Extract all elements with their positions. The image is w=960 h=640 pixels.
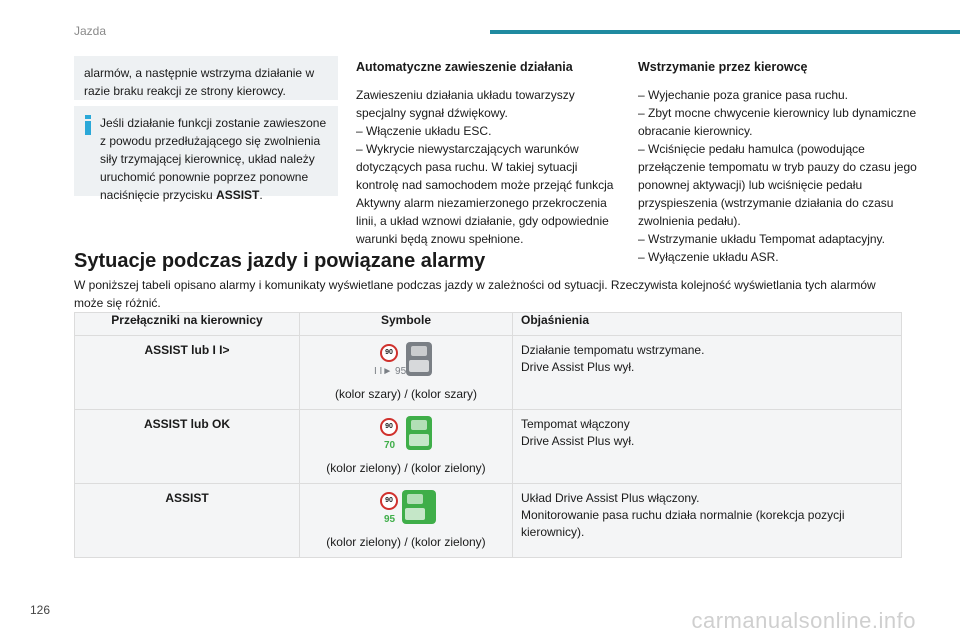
driver-stop-line: – Wyjechanie poza granice pasa ruchu. [638,88,849,102]
driver-stop-line: – Wstrzymanie układu Tempomat adaptacyjny. [638,232,886,246]
set-speed-label: 70 [384,440,396,451]
alarms-table [74,312,902,558]
symbol-cell [300,484,513,558]
explain-cell: Układ Drive Assist Plus włączony. Monitorowanie pasa ruchu działa normalnie (korekcja pozycji kierownicy). [513,484,902,558]
auto-suspend-title: Automatyczne zawieszenie działania [356,60,573,74]
column-header: Objaśnienia [513,313,902,336]
watermark: carmanualsonline.info [691,608,916,633]
switch-cell: ASSIST lub I I> [75,336,300,410]
switch-cell: ASSIST lub OK [75,410,300,484]
symbol-caption: (kolor zielony) / (kolor zielony) [326,535,486,549]
driver-stop-line: – Wciśnięcie pedału hamulca (powodujące przełączenie tempomatu w tryb pauzy do czasu jego ponownej aktywacji) lub wciśnięcie pedału przyspieszenia (wstrzymanie działania do czasu zwolnienia pedału). [638,142,917,228]
car-icon [406,416,432,450]
info-icon [84,115,92,135]
table-row [75,336,902,410]
auto-suspend-line: – Włączenie układu ESC. [356,124,492,138]
explain-cell: Tempomat włączony Drive Assist Plus wył. [513,410,902,484]
assist-label: ASSIST [216,188,260,202]
set-speed-label: I I► 95 [374,366,407,377]
column-header: Symbole [300,313,513,336]
driver-stop-section [638,58,918,266]
speed-limit-icon: 90 [380,418,398,436]
note-text: alarmów, a następnie wstrzyma działanie w razie braku reakcji ze strony kierowcy. [84,66,315,98]
table-header-row [75,313,902,336]
info-text: Jeśli działanie funkcji zostanie zawieszone z powodu przedłużającego się zwolnienia siły trzymającej kierownicę, układ należy uruchomić ponownie poprzez ponowne naciśnięcie przycisku ASSIST. [100,116,327,202]
info-box [74,106,338,202]
symbol-cell [300,410,513,484]
speed-limit-icon: 90 [380,344,398,362]
auto-suspend-line: – Wykrycie niewystarczających warunków dotyczących pasa ruchu. W takiej sytuacji kontrolę nad samochodem może przejąć funkcja Aktywny alarm niezamierzonego przekroczenia linii, a układ wznowi działanie, gdy odpowiednie warunki będą znowu spełnione. [356,142,614,246]
page-number: 126 [30,603,51,617]
column-header: Przełączniki na kierownicy [75,313,300,336]
section-header: Jazda [74,24,107,38]
driver-stop-line: – Wyłączenie układu ASR. [638,250,779,264]
header-accent-bar [490,30,960,34]
car-icon [406,342,432,376]
note-box [74,56,338,100]
explain-cell: Działanie tempomatu wstrzymane. Drive Assist Plus wył. [513,336,902,410]
table-row [75,484,902,558]
steering-car-icon [402,490,436,524]
driver-stop-title: Wstrzymanie przez kierowcę [638,60,808,74]
set-speed-label: 95 [384,514,396,525]
symbol-cell [300,336,513,410]
symbol-caption: (kolor szary) / (kolor szary) [334,387,477,401]
table-row [75,410,902,484]
section-title: Sytuacje podczas jazdy i powiązane alarmy [74,250,486,272]
auto-suspend-line: Zawieszeniu działania układu towarzyszy specjalny sygnał dźwiękowy. [356,88,575,120]
symbol-caption: (kolor zielony) / (kolor zielony) [326,461,486,475]
section-intro: W poniższej tabeli opisano alarmy i komunikaty wyświetlane podczas jazdy w zależności od sytuacji. Rzeczywista kolejność wyświetlania tych alarmów może się różnić. [74,278,876,310]
symbol-icon [366,416,446,456]
symbol-icon [366,490,446,530]
driver-stop-line: – Zbyt mocne chwycenie kierownicy lub dynamiczne obracanie kierownicy. [638,106,917,138]
switch-cell: ASSIST [75,484,300,558]
speed-limit-icon: 90 [380,492,398,510]
symbol-icon [366,342,446,382]
auto-suspend-section [356,58,616,248]
